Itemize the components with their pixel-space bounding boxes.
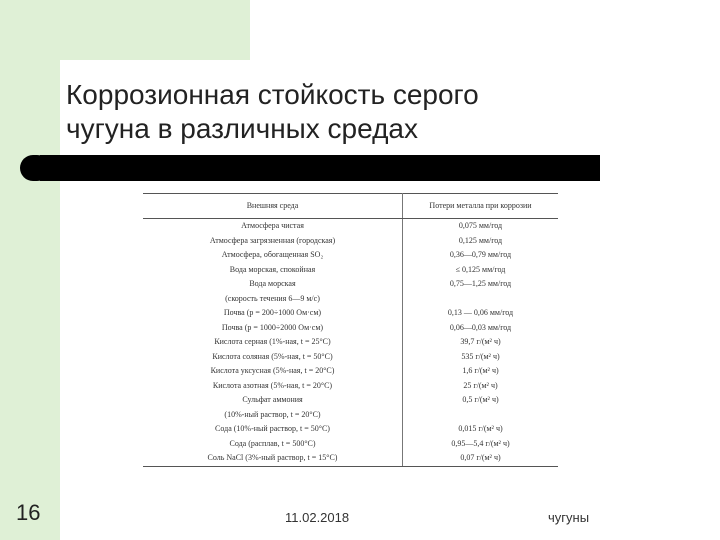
cell-loss: 535 г/(м² ч) bbox=[461, 351, 500, 361]
header-environment: Внешняя среда bbox=[143, 194, 403, 219]
cell-environment: Атмосфера, обогащенная SO₂ bbox=[143, 248, 403, 263]
slide-title bbox=[66, 78, 479, 146]
cell-loss: ≤ 0,125 мм/год bbox=[455, 264, 506, 274]
cell-environment: Кислота уксусная (5%-ная, t = 20°C) bbox=[143, 364, 403, 379]
cell-environment: Кислота серная (1%-ная, t = 25°C) bbox=[143, 335, 403, 350]
table-row bbox=[143, 335, 558, 350]
table-row bbox=[143, 379, 558, 394]
table-row bbox=[143, 306, 558, 321]
cell-environment: Соль NaCl (3%-ный раствор, t = 15°C) bbox=[143, 451, 403, 466]
cell-environment: Кислота азотная (5%-ная, t = 20°C) bbox=[143, 379, 403, 394]
table-row bbox=[143, 393, 558, 408]
table-row bbox=[143, 408, 558, 423]
decor-green-left bbox=[0, 0, 60, 540]
cell-loss: 1,6 г/(м² ч) bbox=[462, 366, 499, 375]
cell-loss: 0,5 г/(м² ч) bbox=[462, 395, 499, 404]
slide-title-line1: Коррозионная стойкость серого bbox=[66, 79, 479, 110]
cell-loss: 0,07 г/(м² ч) bbox=[403, 451, 559, 466]
cell-environment: Почва (p = 1000÷2000 Ом·см) bbox=[143, 321, 403, 336]
cell-loss: 25 г/(м² ч) bbox=[463, 380, 498, 390]
cell-loss: 0,95—5,4 г/(м² ч) bbox=[451, 438, 510, 448]
cell-environment: Почва (p = 200÷1000 Ом·см) bbox=[143, 306, 403, 321]
cell-environment: Сульфат аммония bbox=[143, 393, 403, 408]
cell-environment: Сода (10%-ный раствор, t = 50°C) bbox=[143, 422, 403, 437]
cell-environment: (10%-ный раствор, t = 20°C) bbox=[143, 408, 403, 423]
table-row bbox=[143, 364, 558, 379]
cell-loss: 0,13 — 0,06 мм/год bbox=[447, 308, 514, 317]
table-row bbox=[143, 350, 558, 365]
table-row bbox=[143, 422, 558, 437]
table-row bbox=[143, 292, 558, 307]
cell-loss: 0,125 мм/год bbox=[458, 235, 503, 245]
title-divider-bar bbox=[20, 155, 600, 181]
cell-environment: Атмосфера чистая bbox=[143, 219, 403, 234]
footer-topic: чугуны bbox=[548, 510, 590, 525]
cell-environment: Атмосфера загрязненная (городская) bbox=[143, 234, 403, 249]
table-row bbox=[143, 248, 558, 263]
cell-loss: 0,015 г/(м² ч) bbox=[458, 424, 503, 433]
table-row bbox=[143, 437, 558, 452]
header-metal-loss: Потери металла при коррозии bbox=[403, 194, 559, 219]
cell-environment: Вода морская bbox=[143, 277, 403, 292]
cell-environment: Сода (расплав, t = 500°C) bbox=[143, 437, 403, 452]
table-row bbox=[143, 451, 558, 466]
cell-environment: Вода морская, спокойная bbox=[143, 263, 403, 278]
table-row bbox=[143, 219, 558, 234]
cell-loss: 0,075 мм/год bbox=[458, 221, 503, 230]
footer-date: 11.02.2018 bbox=[285, 510, 350, 525]
cell-loss: 39,7 г/(м² ч) bbox=[460, 337, 501, 346]
cell-loss: 0,06—0,03 мм/год bbox=[449, 322, 512, 332]
table-row bbox=[143, 234, 558, 249]
table-row bbox=[143, 263, 558, 278]
cell-loss bbox=[403, 292, 559, 307]
cell-environment: (скорость течения 6—9 м/с) bbox=[143, 292, 403, 307]
table-row bbox=[143, 277, 558, 292]
table-header-row bbox=[143, 194, 558, 219]
cell-loss bbox=[403, 408, 559, 423]
divider-line bbox=[40, 155, 600, 181]
slide-title-line2: чугуна в различных средах bbox=[66, 113, 418, 144]
corrosion-table bbox=[143, 193, 558, 467]
cell-environment: Кислота соляная (5%-ная, t = 50°C) bbox=[143, 350, 403, 365]
cell-loss: 0,36—0,79 мм/год bbox=[449, 250, 512, 259]
cell-loss: 0,75—1,25 мм/год bbox=[449, 279, 512, 288]
table-row bbox=[143, 321, 558, 336]
slide-number: 16 bbox=[16, 500, 41, 525]
